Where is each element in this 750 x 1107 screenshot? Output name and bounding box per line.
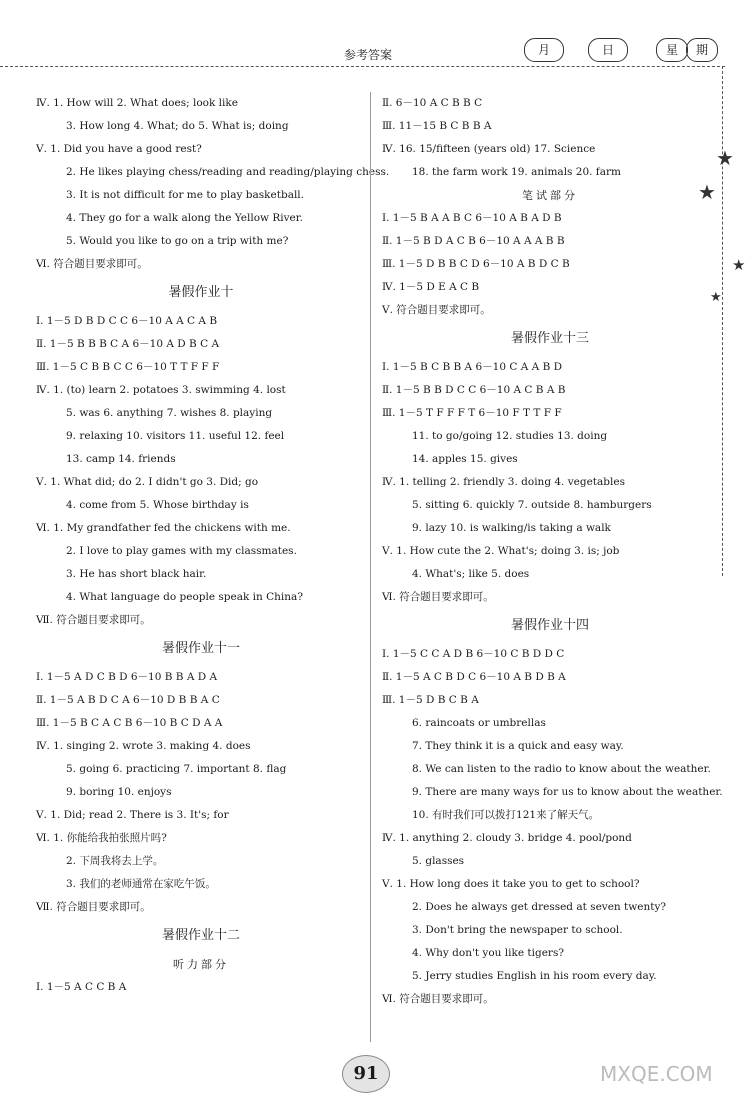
answer-line: Ⅴ. 1. How cute the 2. What's; doing 3. is; job <box>382 545 620 557</box>
section-heading: 暑假作业十二 <box>161 928 240 943</box>
answer-line: 6. raincoats or umbrellas <box>412 717 546 729</box>
answer-line: Ⅵ. 符合题目要求即可。 <box>36 258 148 270</box>
answer-line: 9. lazy 10. is walking/is taking a walk <box>412 522 611 534</box>
answer-line: Ⅴ. 1. How long does it take you to get to school? <box>382 878 640 890</box>
star-icon: ★ <box>732 256 746 274</box>
answer-line: 4. What language do people speak in China? <box>66 591 303 603</box>
left-column <box>36 92 390 999</box>
answer-line: Ⅳ. 1. telling 2. friendly 3. doing 4. vegetables <box>382 476 625 488</box>
answer-line: 4. come from 5. Whose birthday is <box>66 499 249 511</box>
star-icon: ★ <box>716 146 734 170</box>
answer-line: 2. Does he always get dressed at seven twenty? <box>412 901 666 913</box>
subsection-heading: 听力部分 <box>173 958 229 971</box>
star-icon: ★ <box>698 180 716 204</box>
answer-line: Ⅳ. 1. (to) learn 2. potatoes 3. swimming 4. lost <box>36 384 286 396</box>
answer-line: Ⅲ. 1－5 C B B C C 6－10 T T F F F <box>36 361 220 373</box>
answer-line: 5. was 6. anything 7. wishes 8. playing <box>66 407 273 419</box>
section-heading: 暑假作业十一 <box>161 641 240 656</box>
answer-line: 5. Jerry studies English in his room every day. <box>412 970 657 982</box>
header-divider <box>0 66 725 67</box>
answer-line: Ⅳ. 1－5 D E A C B <box>382 281 480 293</box>
page-header <box>0 0 750 80</box>
answer-line: Ⅰ. 1－5 D B D C C 6－10 A A C A B <box>36 315 218 327</box>
answer-line: 5. going 6. practicing 7. important 8. flag <box>66 763 287 775</box>
answer-line: 9. There are many ways for us to know about the weather. <box>412 786 723 798</box>
answer-line: 5. glasses <box>412 855 465 867</box>
answer-line: Ⅲ. 11－15 B C B B A <box>382 120 492 132</box>
answer-line: Ⅱ. 1－5 B D A C B 6－10 A A A B B <box>382 235 565 247</box>
section-heading: 暑假作业十三 <box>510 331 589 346</box>
answer-line: 9. relaxing 10. visitors 11. useful 12. feel <box>66 430 285 442</box>
answer-line: 4. They go for a walk along the Yellow River. <box>66 212 303 224</box>
answer-line: 3. It is not difficult for me to play basketball. <box>66 189 305 201</box>
answer-line: Ⅴ. 1. Did you have a good rest? <box>36 143 202 155</box>
answer-line: Ⅵ. 1. 你能给我拍张照片吗? <box>36 832 167 844</box>
answer-line: 3. He has short black hair. <box>66 568 207 580</box>
answer-line: Ⅰ. 1－5 A D C B D 6－10 B B A D A <box>36 671 218 683</box>
answer-line: Ⅲ. 1－5 D B C B A <box>382 694 479 706</box>
answer-line: 3. 我们的老师通常在家吃午饭。 <box>66 878 216 890</box>
section-heading: 暑假作业十 <box>168 285 234 300</box>
answer-line: Ⅵ. 符合题目要求即可。 <box>382 591 494 603</box>
section-heading: 暑假作业十四 <box>510 618 589 633</box>
answer-line: 5. Would you like to go on a trip with me? <box>66 235 289 247</box>
answer-line: Ⅲ. 1－5 D B B C D 6－10 A B D C B <box>382 258 570 270</box>
right-column <box>382 92 723 1011</box>
answer-line: 7. They think it is a quick and easy way. <box>412 740 624 752</box>
answer-line: 2. I love to play games with my classmates. <box>66 545 297 557</box>
answer-line: 4. What's; like 5. does <box>412 568 530 580</box>
answer-line: 8. We can listen to the radio to know about the weather. <box>412 763 711 775</box>
answer-line: Ⅱ. 1－5 B B B C A 6－10 A D B C A <box>36 338 220 350</box>
answer-line: Ⅳ. 1. How will 2. What does; look like <box>36 97 238 109</box>
column-divider <box>370 92 371 1042</box>
answer-line: 4. Why don't you like tigers? <box>412 947 564 959</box>
page-title: 参考答案 <box>344 48 393 62</box>
answer-line: Ⅴ. 符合题目要求即可。 <box>382 304 491 316</box>
answer-line: Ⅵ. 1. My grandfather fed the chickens with me. <box>36 522 291 534</box>
answer-line: 3. Don't bring the newspaper to school. <box>412 924 623 936</box>
answer-line: Ⅰ. 1－5 A C C B A <box>36 981 127 993</box>
answer-line: Ⅴ. 1. What did; do 2. I didn't go 3. Did; go <box>36 476 259 488</box>
weekday-box-2: 期 <box>686 38 718 62</box>
answer-line: Ⅶ. 符合题目要求即可。 <box>36 901 151 913</box>
weekday-box-1: 星 <box>656 38 688 62</box>
answer-line: Ⅳ. 1. singing 2. wrote 3. making 4. does <box>36 740 251 752</box>
star-icon: ★ <box>710 290 722 305</box>
answer-line: Ⅴ. 1. Did; read 2. There is 3. It's; for <box>36 809 229 821</box>
answer-line: 2. 下周我将去上学。 <box>66 855 164 867</box>
answer-line: 10. 有时我们可以拨打121来了解天气。 <box>412 809 600 821</box>
answer-line: 14. apples 15. gives <box>412 453 518 465</box>
answer-line: Ⅱ. 1－5 A B D C A 6－10 D B B A C <box>36 694 220 706</box>
answer-line: 13. camp 14. friends <box>66 453 176 465</box>
answer-line: Ⅱ. 6－10 A C B B C <box>382 97 483 109</box>
page-number: 91 <box>342 1055 390 1093</box>
watermark: MXQE.COM <box>600 1062 713 1086</box>
answer-line: 3. How long 4. What; do 5. What is; doing <box>66 120 289 132</box>
answer-line: 11. to go/going 12. studies 13. doing <box>412 430 608 442</box>
margin-decoration <box>722 66 723 576</box>
answer-line: Ⅰ. 1－5 B A A B C 6－10 A B A D B <box>382 212 562 224</box>
day-box: 日 <box>588 38 628 62</box>
answer-line: Ⅳ. 16. 15/fifteen (years old) 17. Science <box>382 143 596 155</box>
answer-line: Ⅱ. 1－5 A C B D C 6－10 A B D B A <box>382 671 566 683</box>
answer-line: 5. sitting 6. quickly 7. outside 8. hamburgers <box>412 499 652 511</box>
answer-line: Ⅳ. 1. anything 2. cloudy 3. bridge 4. pool/pond <box>382 832 632 844</box>
answer-line: 9. boring 10. enjoys <box>66 786 172 798</box>
answer-line: 2. He likes playing chess/reading and reading/playing chess. <box>66 166 390 178</box>
answer-line: Ⅲ. 1－5 T F F F T 6－10 F T T F F <box>382 407 562 419</box>
answer-line: Ⅰ. 1－5 C C A D B 6－10 C B D D C <box>382 648 565 660</box>
answer-line: Ⅵ. 符合题目要求即可。 <box>382 993 494 1005</box>
answer-line: Ⅱ. 1－5 B B D C C 6－10 A C B A B <box>382 384 566 396</box>
answer-line: Ⅲ. 1－5 B C A C B 6－10 B C D A A <box>36 717 223 729</box>
answer-line: Ⅰ. 1－5 B C B B A 6－10 C A A B D <box>382 361 563 373</box>
month-box: 月 <box>524 38 564 62</box>
answer-line: 18. the farm work 19. animals 20. farm <box>412 166 621 178</box>
answer-line: Ⅶ. 符合题目要求即可。 <box>36 614 151 626</box>
subsection-heading: 笔试部分 <box>522 189 578 202</box>
